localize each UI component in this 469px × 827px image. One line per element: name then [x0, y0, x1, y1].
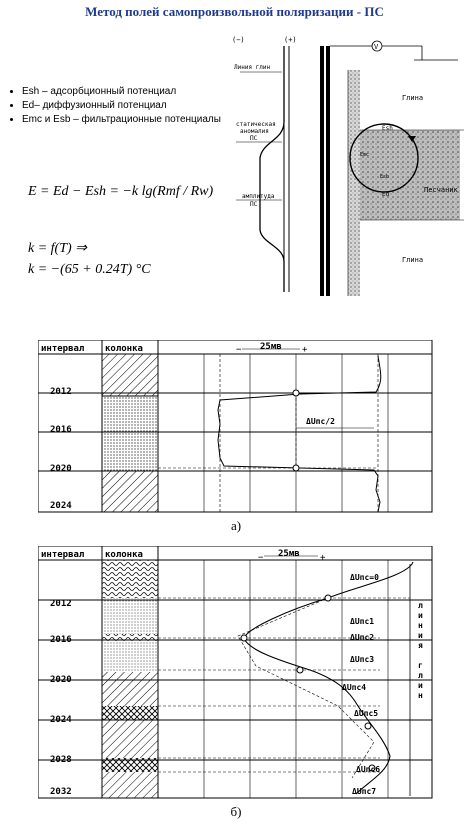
scale-plus: +: [302, 345, 308, 355]
bullet-item: • Esh – адсорбционный потенциал: [22, 86, 222, 97]
lithology-shale: [102, 720, 158, 758]
annotation-delta-u: ΔUпс5: [354, 709, 379, 718]
lithology-sand: [102, 598, 158, 634]
scale-label: 25мв: [260, 342, 282, 352]
formula-k-function: k = f(T) ⇒: [28, 241, 87, 256]
minus-label: (−): [232, 36, 245, 44]
caption-b: б): [230, 804, 242, 819]
shale-line-vertical-label: л и н и я г л и н: [418, 601, 423, 700]
annotation-delta-u: ΔUпс4: [342, 683, 367, 692]
col-interval-header: интервал: [41, 344, 85, 354]
lithology-shale: [102, 471, 158, 512]
curve-marker: [365, 723, 371, 729]
page-title: Метод полей самопроизвольной поляризации - ПС: [85, 4, 384, 19]
annotation-delta-u: ΔUпс/2: [306, 417, 335, 426]
curve-marker: [297, 667, 303, 673]
annotation-delta-u: ΔUпс7: [352, 787, 377, 796]
col-interval-header: интервал: [41, 550, 85, 560]
depth-label: 2016: [50, 635, 72, 645]
lithology-clay: [102, 634, 158, 642]
depth-label: 2016: [50, 425, 72, 435]
bullet-list: [8, 86, 222, 128]
lithology-shale: [102, 772, 158, 798]
e-mc-label: Emc: [360, 152, 370, 158]
log-a: [38, 340, 434, 514]
formula-potential: E = Ed − Esh = −k lg(Rmf / Rw): [28, 184, 214, 199]
curve-marker: [293, 465, 299, 471]
depth-label: 2032: [50, 787, 72, 797]
sp-schematic: [222, 30, 464, 298]
sand-label: Песчаник: [424, 186, 458, 194]
annotation-delta-u: ΔUпс3: [350, 655, 375, 664]
depth-label: 2020: [50, 464, 72, 474]
col-column-header: колонка: [105, 344, 143, 354]
annotation-delta-u: ΔUпс1: [350, 617, 375, 626]
depth-label: 2012: [50, 599, 72, 609]
col-column-header: колонка: [105, 550, 143, 560]
depth-label: 2012: [50, 387, 72, 397]
scale-label: 25мв: [278, 549, 300, 559]
bullet-item: • Emc и Esb – фильтрационные потенциалы: [22, 114, 222, 125]
lithology-clay: [102, 560, 158, 598]
bullet-item: • Ed– диффузионный потенциал: [22, 100, 222, 111]
lithology-shale: [102, 354, 158, 396]
depth-label: 2028: [50, 755, 72, 765]
clay-top-label: Глина: [402, 94, 424, 102]
voltmeter-label: V: [374, 43, 379, 51]
depth-label: 2020: [50, 675, 72, 685]
shale-line-label: Линия глин: [234, 64, 271, 71]
curve-marker: [293, 390, 299, 396]
sp-curve: [260, 46, 284, 292]
lithology-cross: [102, 706, 158, 720]
scale-plus: +: [320, 553, 326, 563]
e-d-label: Ed: [382, 191, 390, 198]
lithology-sand: [102, 642, 158, 672]
formula-k-value: k = −(65 + 0.24T) °C: [28, 262, 151, 277]
log-b: [38, 546, 434, 800]
depth-label: 2024: [50, 715, 72, 725]
depth-label: 2024: [50, 501, 72, 511]
curve-marker: [325, 595, 331, 601]
amplitude-label: амплитуда ПС: [242, 193, 275, 208]
annotation-delta-u: ΔUпс=0: [350, 573, 379, 582]
lithology-shale: [102, 672, 158, 706]
clay-bottom-label: Глина: [402, 256, 424, 264]
e-sh-label: Esh: [382, 125, 393, 132]
plus-label: (+): [284, 36, 297, 44]
curve-marker: [241, 635, 247, 641]
annotation-delta-u: ΔUпс2: [350, 633, 375, 642]
annotation-delta-u: ΔUпс6: [356, 765, 381, 774]
scale-minus: −: [236, 345, 242, 355]
static-anomaly-label: статическая аномалия ПС: [236, 121, 276, 142]
lithology-sand: [102, 396, 158, 471]
scale-minus: −: [258, 553, 264, 563]
lithology-cross: [102, 758, 158, 772]
caption-a: а): [230, 518, 242, 533]
e-sb-label: Esb: [380, 174, 390, 180]
